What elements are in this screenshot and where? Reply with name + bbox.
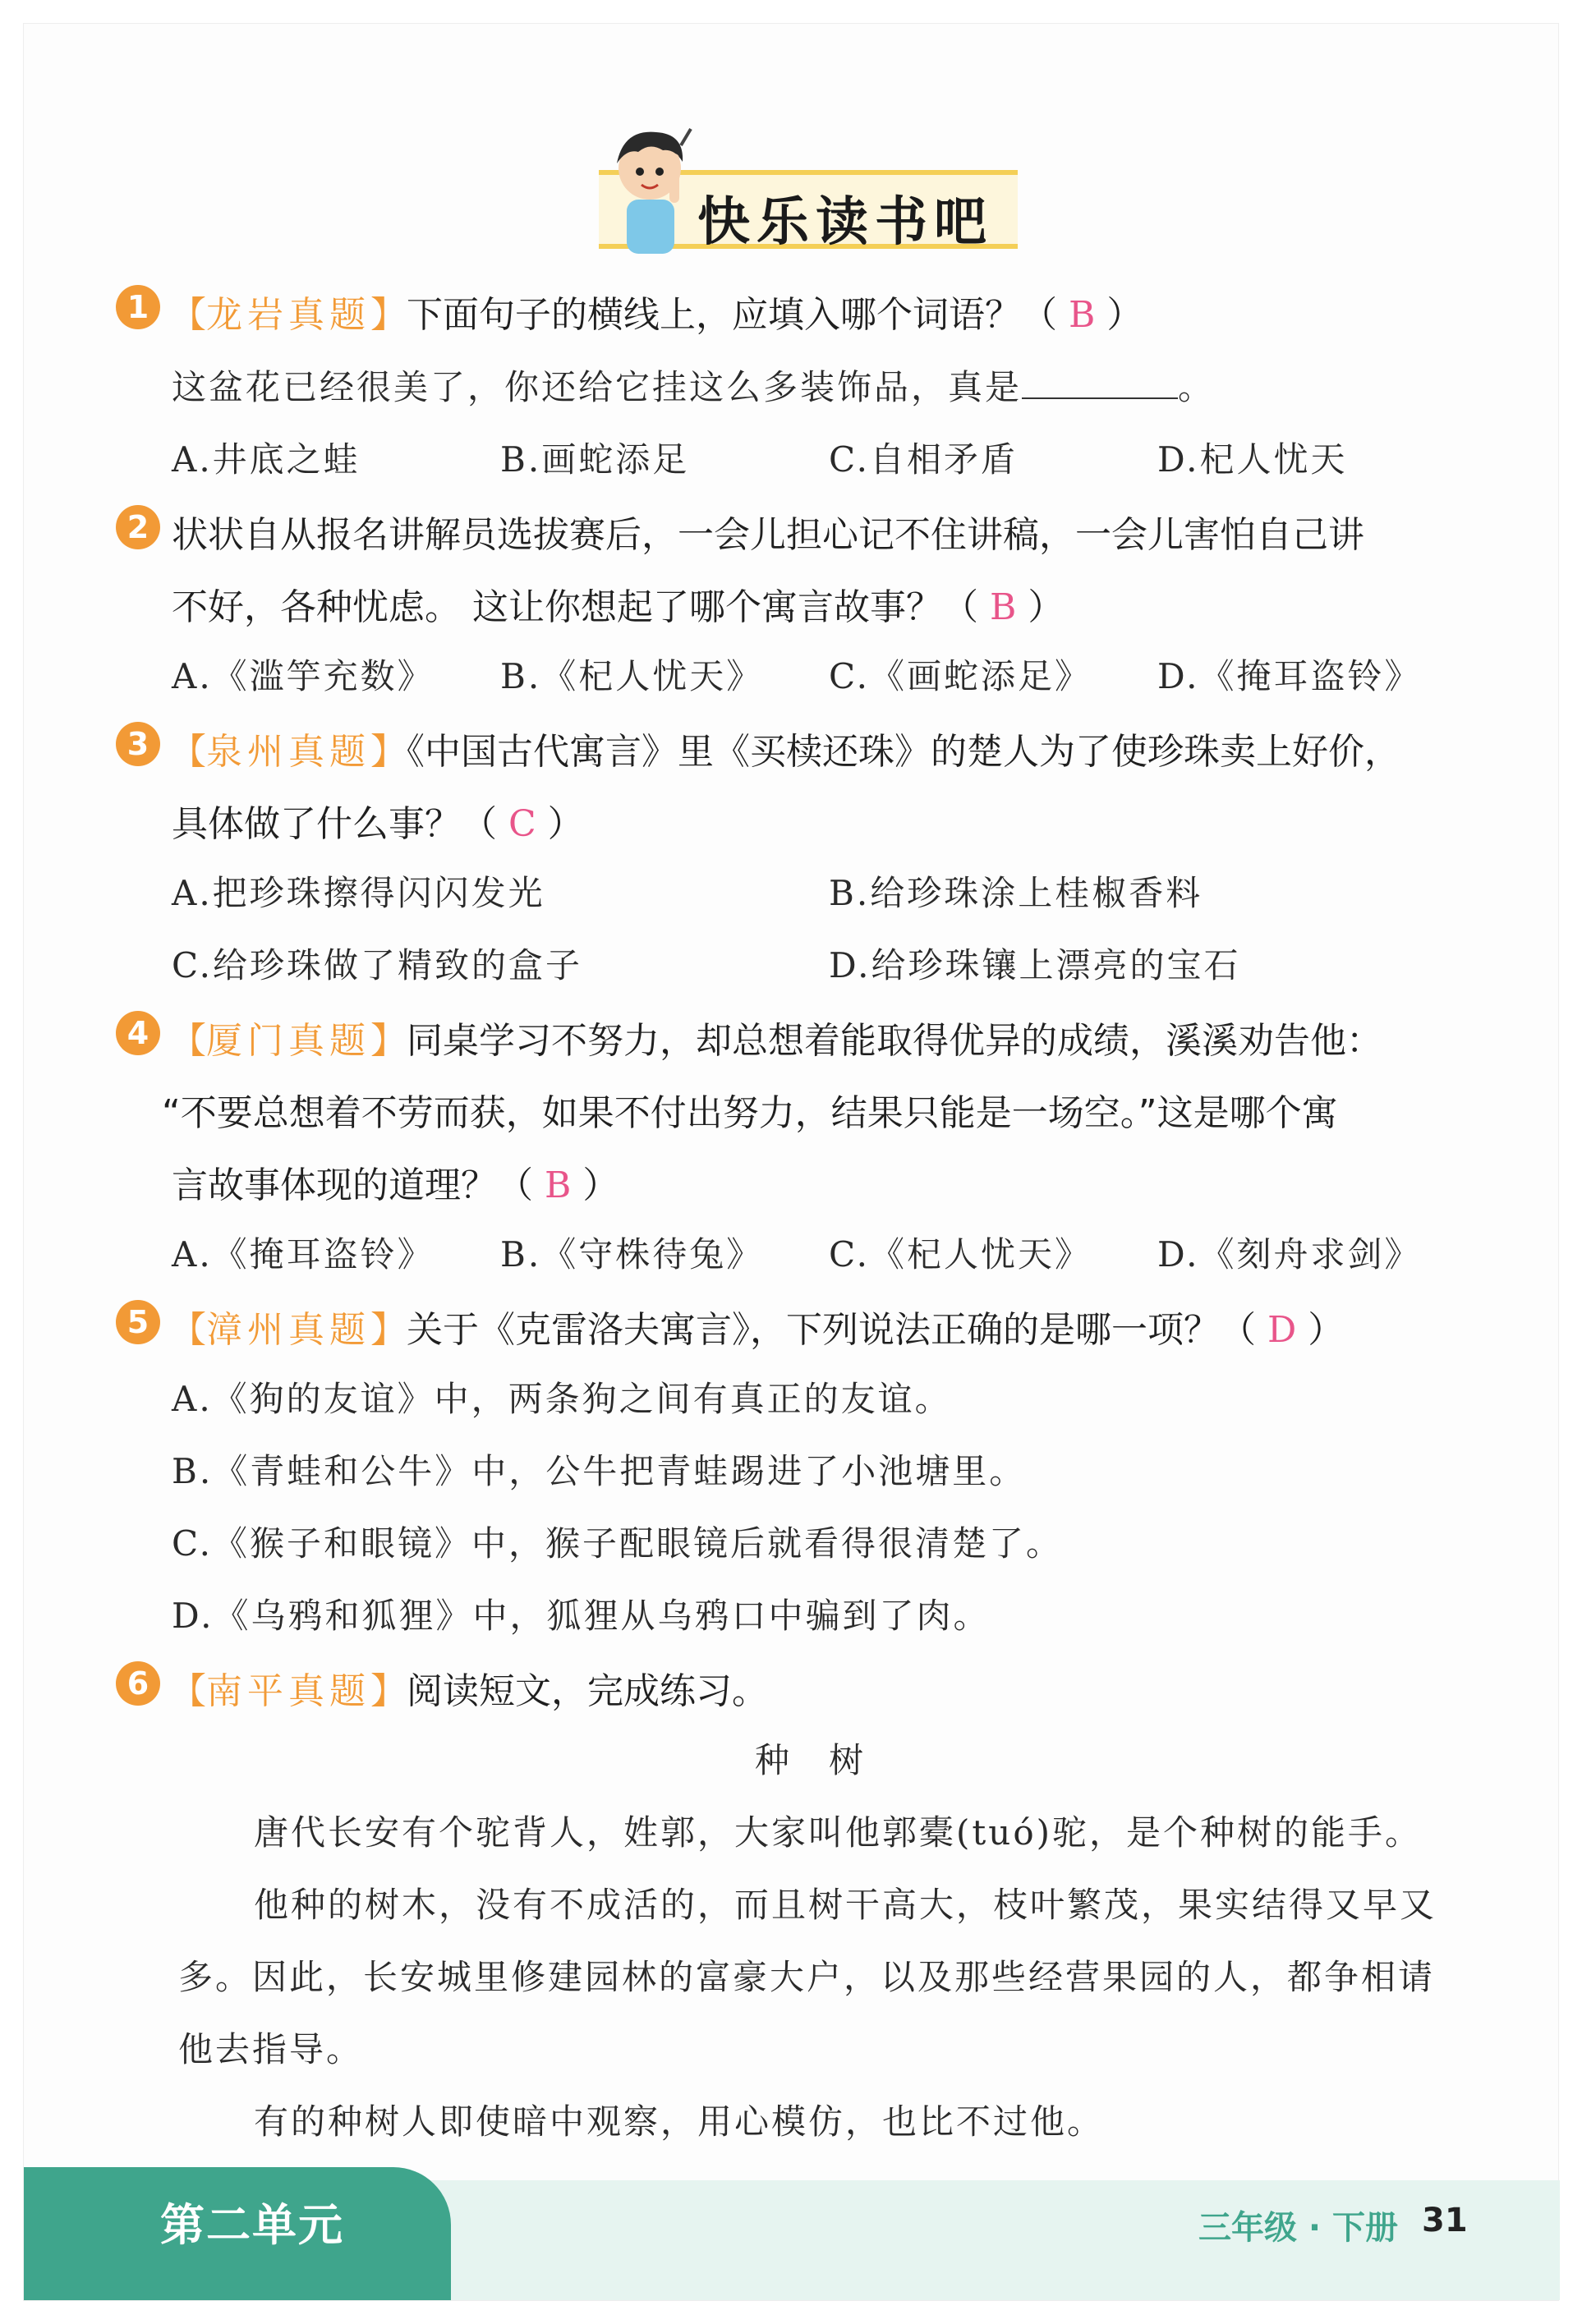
question-source-tag: 漳州真题 xyxy=(206,1309,370,1351)
option: B.《守株待兔》 xyxy=(500,1234,764,1275)
question-number-badge: 4 xyxy=(116,1011,160,1055)
question-source-tag: 厦门真题 xyxy=(206,1020,370,1062)
question-source-tag: 南平真题 xyxy=(206,1670,370,1712)
question-number-badge: 2 xyxy=(116,505,160,549)
question-2-stem-line: 状状自从报名讲解员选拔赛后，一会儿担心记不住讲稿，一会儿害怕自己讲 xyxy=(172,514,1364,556)
page-title: 快乐读书吧 xyxy=(697,191,993,253)
option: C.《杞人忧天》 xyxy=(829,1234,1092,1275)
workbook-page xyxy=(23,23,1559,2301)
answer-mark: D xyxy=(1267,1309,1297,1351)
option: B.画蛇添足 xyxy=(500,439,690,480)
option: D.《刻舟求剑》 xyxy=(1157,1234,1422,1275)
passage-title: 种 树 xyxy=(755,1740,867,1780)
option: B.给珍珠涂上桂椒香料 xyxy=(829,873,1203,913)
option: D.《掩耳盗铃》 xyxy=(1157,656,1422,696)
question-1-stem: 【龙岩真题】下面句子的横线上，应填入哪个词语？（ B ） xyxy=(170,294,1143,336)
passage-paragraph: 多。因此，长安城里修建园林的富豪大户，以及那些经营果园的人，都争相请 xyxy=(178,1957,1436,1997)
question-4-stem-line: 【厦门真题】同桌学习不努力，却总想着能取得优异的成绩，溪溪劝告他： xyxy=(170,1020,1382,1062)
question-2-stem-line: 不好，各种忧虑。 这让你想起了哪个寓言故事？（ B ） xyxy=(172,586,1065,628)
question-source-tag: 泉州真题 xyxy=(206,731,370,773)
passage-paragraph: 他去指导。 xyxy=(178,2029,364,2069)
question-1-sentence: 这盆花已经很美了，你还给它挂这么多装饰品，真是 。 xyxy=(172,367,1216,407)
option: C.自相矛盾 xyxy=(829,439,1018,480)
unit-label: 第二单元 xyxy=(160,2199,344,2251)
question-3-stem-line: 【泉州真题】《中国古代寓言》里《买椟还珠》的楚人为了使珍珠卖上好价， xyxy=(170,731,1400,773)
section-header xyxy=(599,121,1018,260)
option: C.给珍珠做了精致的盒子 xyxy=(172,945,582,985)
question-3-stem-line: 具体做了什么事？（ C ） xyxy=(172,803,584,845)
question-number-badge: 3 xyxy=(116,722,160,766)
page-number: 31 xyxy=(1422,2202,1468,2239)
passage-paragraph: 他种的树木，没有不成活的，而且树干高大，枝叶繁茂，果实结得又早又 xyxy=(254,1885,1437,1925)
passage-paragraph: 有的种树人即使暗中观察，用心模仿，也比不过他。 xyxy=(254,2101,1105,2142)
option: A.把珍珠擦得闪闪发光 xyxy=(172,873,545,913)
answer-mark: B xyxy=(545,1164,572,1206)
question-4-stem-line: “不要总想着不劳而获，如果不付出努力，结果只能是一场空。”这是哪个寓 xyxy=(162,1092,1338,1134)
question-5-stem: 【漳州真题】关于《克雷洛夫寓言》，下列说法正确的是哪一项？（ D ） xyxy=(170,1309,1345,1351)
option: D.给珍珠镶上漂亮的宝石 xyxy=(829,945,1241,985)
boy-reading-icon xyxy=(599,121,714,260)
question-number-badge: 1 xyxy=(116,285,160,329)
option: A.《掩耳盗铃》 xyxy=(172,1234,435,1275)
fill-blank xyxy=(1022,366,1178,399)
option: B.《杞人忧天》 xyxy=(500,656,764,696)
passage-paragraph: 唐代长安有个驼背人，姓郭，大家叫他郭橐(tuó)驼，是个种树的能手。 xyxy=(254,1812,1422,1853)
question-source-tag: 龙岩真题 xyxy=(206,294,370,336)
option: A.《狗的友谊》中，两条狗之间有真正的友谊。 xyxy=(172,1379,952,1419)
question-number-badge: 6 xyxy=(116,1661,160,1706)
option: A.井底之蛙 xyxy=(172,439,361,480)
option: B.《青蛙和公牛》中，公牛把青蛙踢进了小池塘里。 xyxy=(172,1451,1027,1491)
option: C.《猴子和眼镜》中，猴子配眼镜后就看得很清楚了。 xyxy=(172,1523,1063,1564)
option: D.杞人忧天 xyxy=(1157,439,1348,480)
answer-mark: B xyxy=(1069,294,1096,336)
answer-mark: C xyxy=(508,803,536,845)
option: D.《乌鸦和狐狸》中，狐狸从乌鸦口中骗到了肉。 xyxy=(172,1596,991,1636)
answer-mark: B xyxy=(989,586,1017,628)
question-4-stem-line: 言故事体现的道理？（ B ） xyxy=(172,1164,619,1206)
option: A.《滥竽充数》 xyxy=(172,656,435,696)
question-number-badge: 5 xyxy=(116,1300,160,1344)
option: C.《画蛇添足》 xyxy=(829,656,1092,696)
question-6-stem: 【南平真题】阅读短文，完成练习。 xyxy=(170,1670,768,1712)
grade-label: 三年级 · 下册 xyxy=(1198,2209,1399,2247)
